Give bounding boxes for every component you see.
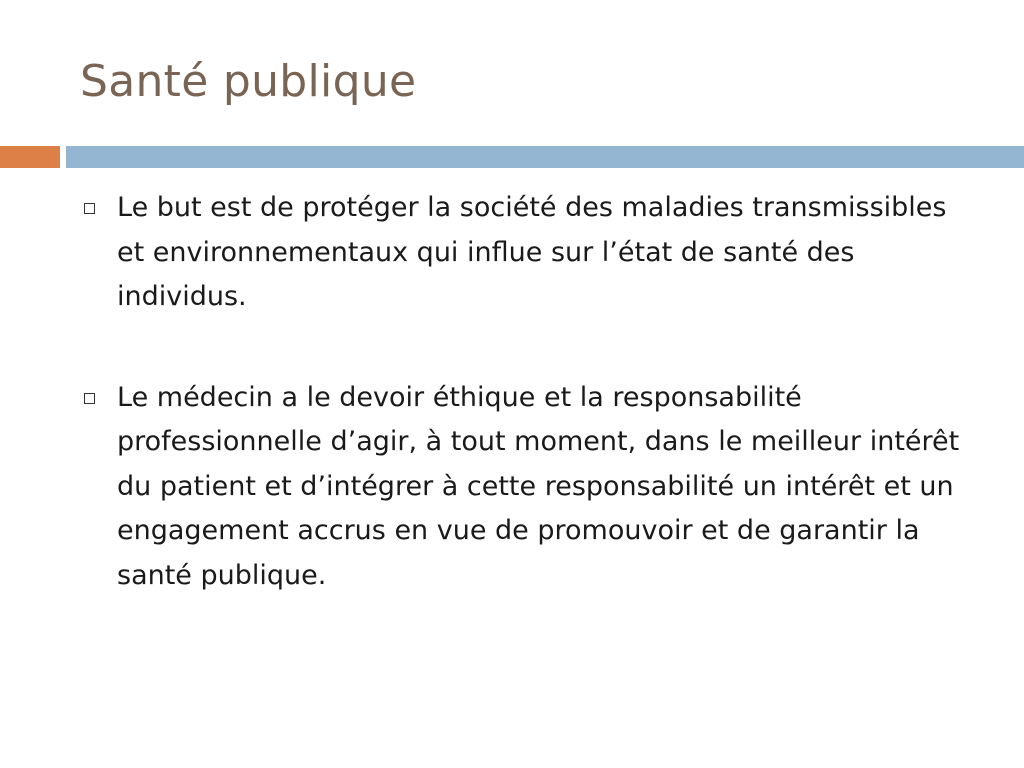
- bullet-text: Le but est de protéger la société des maladies transmissibles et environnementaux qui influe sur l’état de santé des individus.: [117, 192, 947, 312]
- title-divider-bar: [66, 146, 1024, 168]
- title-accent-bar: [0, 146, 60, 168]
- slide-title: Santé publique: [80, 56, 417, 107]
- bullet-item: [76, 376, 976, 599]
- bullet-list: [76, 186, 976, 598]
- bullet-item: [76, 186, 976, 320]
- hollow-square-bullet-icon: [84, 393, 95, 404]
- hollow-square-bullet-icon: [84, 203, 95, 214]
- bullet-text: Le médecin a le devoir éthique et la responsabilité professionnelle d’agir, à tout moment, dans le meilleur intérêt du patient et d’intégrer à cette responsabilité un intérêt et un engagement accrus en vue de promouvoir et de garantir la santé publique.: [117, 381, 960, 591]
